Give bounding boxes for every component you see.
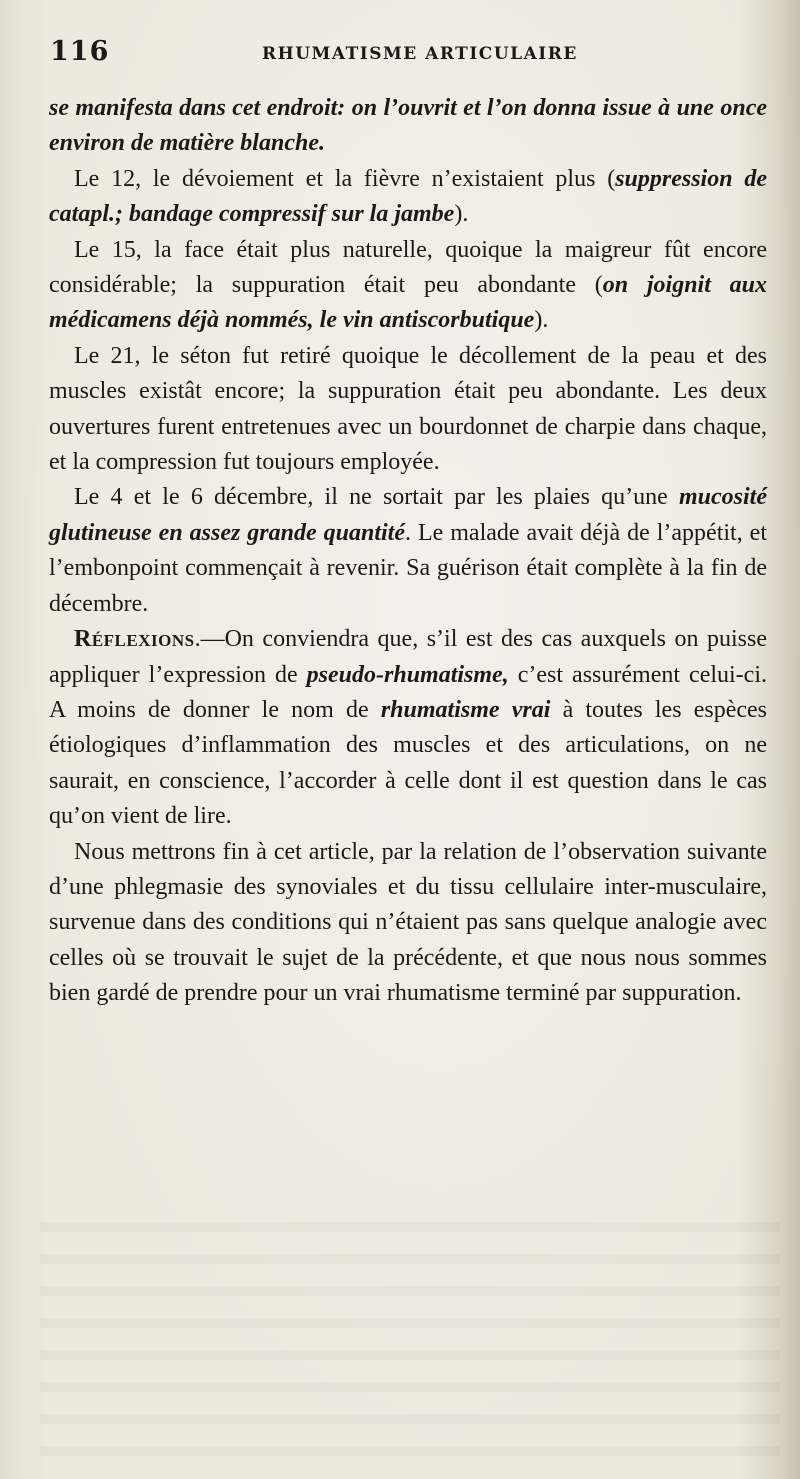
italic-term: rhumatisme vrai xyxy=(380,696,551,723)
text-run: Le 12, le dévoiement et la fièvre n’existaient plus ( xyxy=(74,165,616,192)
running-head: RHUMATISME ARTICULAIRE xyxy=(262,44,578,64)
text-run: ). xyxy=(534,307,549,334)
paragraph-decembre xyxy=(49,480,767,622)
text-run: Le 21, le séton fut retiré quoique le décollement de la peau et des muscles existât encore; la suppuration était peu abondante. Les deux ouvertures furent entretenues avec un bourdonnet de charpie dans chaque, et la compression fut toujours employée. xyxy=(49,342,767,476)
italic-phrase: mucosité glutineuse en assez grande quantité xyxy=(49,484,767,546)
paragraph-reflexions xyxy=(49,622,767,834)
text-run: c’est assurément celui-ci. A moins de donner le nom de xyxy=(49,661,767,723)
body-text xyxy=(49,91,767,1012)
text-run: à toutes les espèces étiologiques d’inflammation des muscles et des articulations, on ne saurait, en conscience, l’accorder à celle dont il est question dans le cas qu’on vient de lire. xyxy=(49,696,768,830)
show-through-area xyxy=(40,1200,780,1460)
paragraph-le-15 xyxy=(49,233,767,339)
italic-prescription: on joignit aux médicamens déjà nommés, le vin antiscorbutique xyxy=(49,272,767,334)
text-run: .—On conviendra que, s’il est des cas auxquels on puisse appliquer l’expression de xyxy=(49,626,767,688)
reflexions-heading: Réflexions xyxy=(74,626,195,653)
paragraph-le-21 xyxy=(49,339,767,481)
paragraph-continuation xyxy=(49,91,767,162)
text-run: Nous mettrons fin à cet article, par la relation de l’observation suivante d’une phlegmasie des synoviales et du tissu cellulaire inter-musculaire, survenue dans des conditions qui n’étaient pas sans quelque analogie avec celles où se trouvait le sujet de la précédente, et que nous nous sommes bien gardé de prendre pour un vrai rhumatisme terminé par suppuration. xyxy=(49,838,767,1007)
page-number: 116 xyxy=(50,36,110,67)
text-run: Le 4 et le 6 décembre, il ne sortait par les plaies qu’une xyxy=(74,484,679,511)
text-run: ). xyxy=(454,201,469,228)
italic-term: pseudo-rhumatisme, xyxy=(306,661,509,688)
paragraph-le-12 xyxy=(49,162,767,233)
italic-continuation: se manifesta dans cet endroit: on l’ouvrit et l’on donna issue à une once environ de matière blanche. xyxy=(49,95,767,157)
text-run: Le 15, la face était plus naturelle, quoique la maigreur fût encore considérable; la suppuration était peu abondante ( xyxy=(49,236,767,299)
paragraph-conclusion xyxy=(49,835,767,1012)
italic-prescription: suppression de catapl.; bandage compressif sur la jambe xyxy=(49,165,767,228)
text-run: . Le malade avait déjà de l’appétit, et l’embonpoint commençait à revenir. Sa guérison était complète à la fin de décembre. xyxy=(49,519,767,617)
